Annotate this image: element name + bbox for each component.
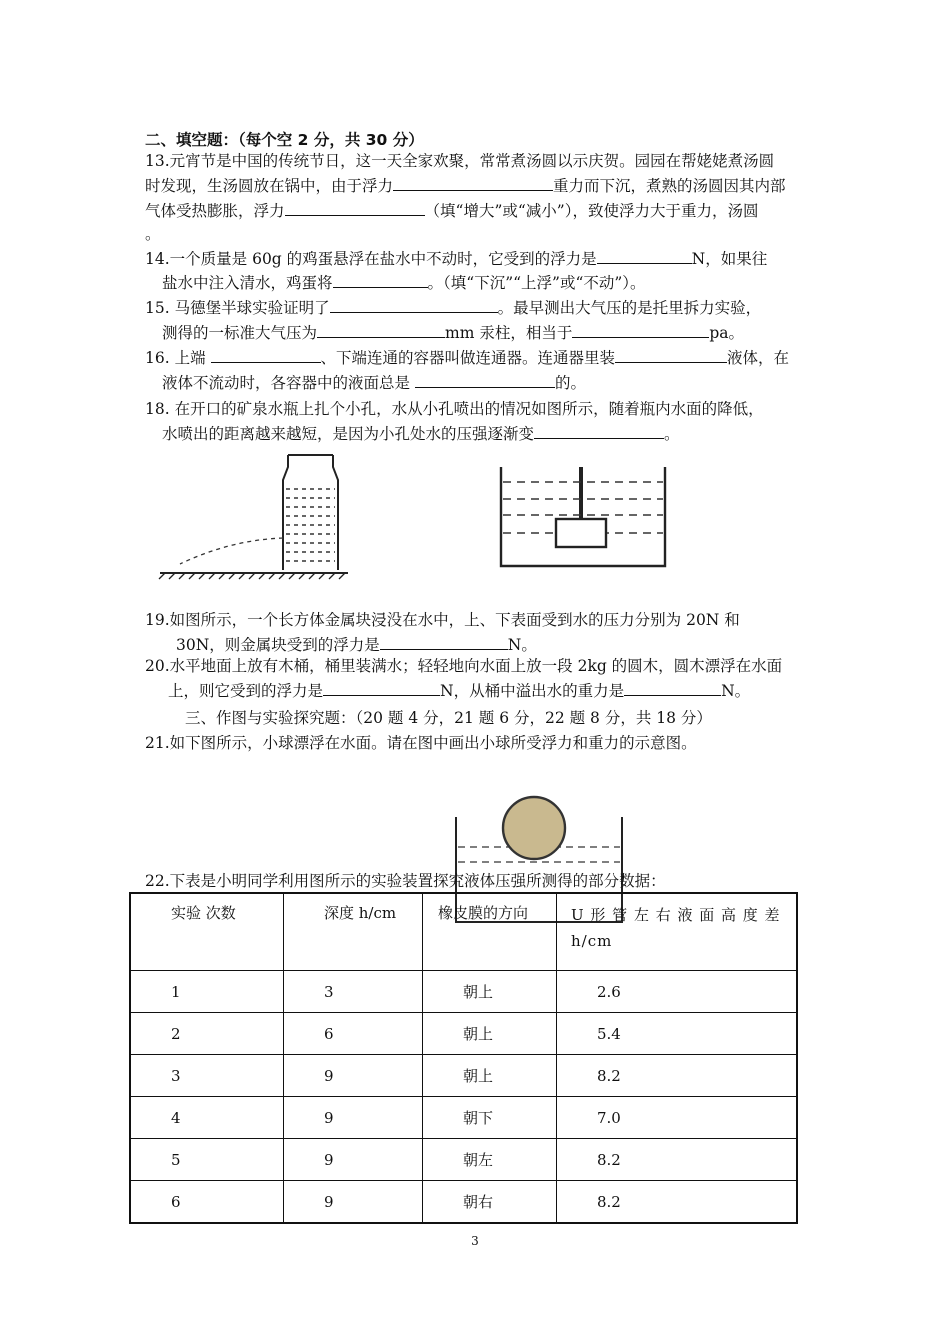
cell-depth: 6 — [284, 1013, 423, 1055]
cell-height-diff: 7.0 — [557, 1097, 798, 1139]
q13-line1: 13.元宵节是中国的传统节日，这一天全家欢聚，常常煮汤圆以示庆贺。园园在帮姥姥煮汤圆 — [145, 152, 775, 170]
q20-line1: 20.水平地面上放有木桶，桶里装满水；轻轻地向水面上放一段 2kg 的圆木，圆木漂浮在水面 — [145, 657, 783, 675]
cell-depth: 9 — [284, 1097, 423, 1139]
table-row — [130, 1013, 797, 1055]
q13-line3: 气体受热膨胀，浮力 （填“增大”或“减小”），致使浮力大于重力，汤圆 — [145, 202, 759, 220]
answer-blank[interactable] — [333, 273, 428, 288]
q13-line4: 。 — [145, 225, 161, 243]
pressure-data-table — [129, 892, 798, 1224]
answer-blank[interactable] — [317, 323, 445, 338]
table-row — [130, 1139, 797, 1181]
block-in-water-figure — [498, 462, 673, 572]
header-membrane-direction: 橡皮膜的方向 — [423, 893, 557, 971]
q19-line1: 19.如图所示，一个长方体金属块浸没在水中，上、下表面受到水的压力分别为 20N 和 — [145, 611, 740, 629]
answer-blank[interactable] — [415, 373, 555, 388]
table-row — [130, 971, 797, 1013]
answer-blank[interactable] — [615, 348, 727, 363]
cell-height-diff: 8.2 — [557, 1181, 798, 1224]
water-jet-curve — [180, 538, 283, 564]
bottle-outline — [283, 455, 338, 570]
cell-height-diff: 2.6 — [557, 971, 798, 1013]
answer-blank[interactable] — [534, 424, 664, 439]
q13-line2: 时发现，生汤圆放在锅中，由于浮力 重力而下沉，煮熟的汤圆因其内部 — [145, 177, 786, 195]
q19-line2: 30N，则金属块受到的浮力是 N。 — [176, 636, 537, 654]
cell-trial: 6 — [130, 1181, 284, 1224]
cell-trial: 2 — [130, 1013, 284, 1055]
cell-height-diff: 8.2 — [557, 1055, 798, 1097]
answer-blank[interactable] — [572, 323, 709, 338]
table-row — [130, 1055, 797, 1097]
page-number: 3 — [471, 1234, 479, 1248]
q16-line1: 16. 上端 、下端连通的容器叫做连通器。连通器里装 液体，在 — [145, 349, 790, 367]
bottle-water-dashes — [286, 489, 335, 561]
cell-direction: 朝下 — [423, 1097, 557, 1139]
header-depth: 深度 h/cm — [284, 893, 423, 971]
q20-line2: 上，则它受到的浮力是 N，从桶中溢出水的重力是 N。 — [168, 682, 751, 700]
cell-trial: 5 — [130, 1139, 284, 1181]
cell-direction: 朝上 — [423, 971, 557, 1013]
floating-ball — [503, 797, 565, 859]
q14-line2: 盐水中注入清水，鸡蛋将 。（填“下沉”“上浮”或“不动”）。 — [162, 274, 646, 292]
section3-title: 三、作图与实验探究题：（20 题 4 分，21 题 6 分，22 题 8 分，共 18 分） — [185, 709, 712, 727]
cell-trial: 4 — [130, 1097, 284, 1139]
cell-depth: 9 — [284, 1055, 423, 1097]
cell-direction: 朝右 — [423, 1181, 557, 1224]
q14-line1: 14.一个质量是 60g 的鸡蛋悬浮在盐水中不动时，它受到的浮力是 N，如果往 — [145, 250, 768, 268]
cell-trial: 3 — [130, 1055, 284, 1097]
q18-line2: 水喷出的距离越来越短，是因为小孔处水的压强逐渐变 。 — [162, 425, 680, 443]
bottle-figure — [155, 452, 355, 582]
answer-blank[interactable] — [624, 681, 721, 696]
q15-line2: 测得的一标准大气压为 mm 汞柱，相当于 pa。 — [162, 324, 745, 342]
answer-blank[interactable] — [380, 635, 508, 650]
table-row — [130, 1181, 797, 1224]
q22-text: 22.下表是小明同学利用图所示的实验装置探究液体压强所测得的部分数据： — [145, 872, 666, 890]
header-height-difference: U 形 管 左 右 液 面 高 度 差 h/cm — [557, 893, 798, 971]
header-trial: 实验 次数 — [130, 893, 284, 971]
cell-trial: 1 — [130, 971, 284, 1013]
answer-blank[interactable] — [285, 201, 425, 216]
answer-blank[interactable] — [330, 298, 498, 313]
cell-height-diff: 5.4 — [557, 1013, 798, 1055]
cell-direction: 朝左 — [423, 1139, 557, 1181]
answer-blank[interactable] — [211, 348, 321, 363]
cell-depth: 3 — [284, 971, 423, 1013]
cell-height-diff: 8.2 — [557, 1139, 798, 1181]
q18-line1: 18. 在开口的矿泉水瓶上扎个小孔，水从小孔喷出的情况如图所示，随着瓶内水面的降低， — [145, 400, 764, 418]
answer-blank[interactable] — [597, 249, 692, 264]
q21-text: 21.如下图所示，小球漂浮在水面。请在图中画出小球所受浮力和重力的示意图。 — [145, 734, 697, 752]
cell-depth: 9 — [284, 1181, 423, 1224]
table-row — [130, 1097, 797, 1139]
cell-depth: 9 — [284, 1139, 423, 1181]
answer-blank[interactable] — [393, 176, 553, 191]
metal-block — [556, 519, 606, 547]
q15-line1: 15. 马德堡半球实验证明了 。最早测出大气压的是托里拆力实验， — [145, 299, 762, 317]
answer-blank[interactable] — [323, 681, 440, 696]
cell-direction: 朝上 — [423, 1055, 557, 1097]
cell-direction: 朝上 — [423, 1013, 557, 1055]
q16-line2: 液体不流动时，各容器中的液面总是 的。 — [162, 374, 586, 392]
section2-title: 二、填空题：（每个空 2 分，共 30 分） — [145, 131, 424, 149]
table-header-row — [130, 893, 797, 971]
